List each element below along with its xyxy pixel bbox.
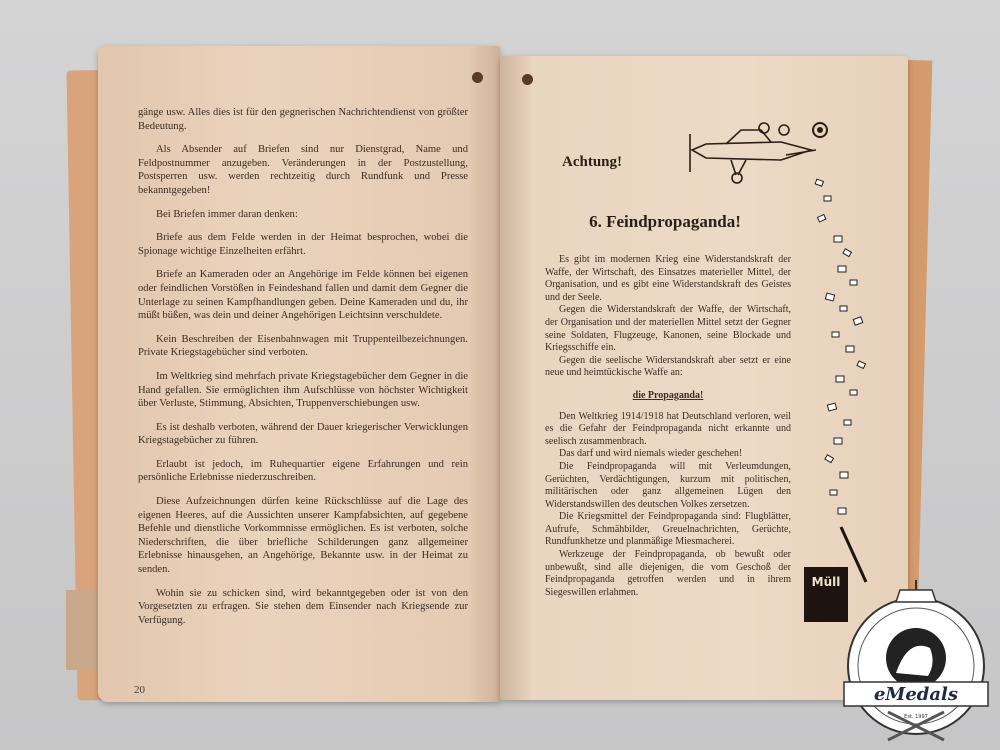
- right-page-text: [545, 254, 791, 599]
- binding-hole: [472, 72, 483, 83]
- paragraph: Kein Beschreiben der Eisenbahnwagen mit Truppenteilbezeichnungen. Private Kriegstagebücher sind verboten.: [138, 333, 468, 359]
- paragraph: Die Feindpropaganda will mit Verleumdungen, Gerüchten, Verdächtigungen, kurzum mit politischen, militärischen oder ganz allgemeinen Lügen den Widerstandswillen des deutschen Volkes zersetzen.: [545, 460, 791, 510]
- paragraph: Gegen die Widerstandskraft der Waffe, der Wirtschaft, der Organisation und der materiellen Mittel setzt der Gegner seine Soldaten, Flugzeuge, Kanonen, seine Blockade und Kriegsschiffe ein.: [545, 304, 791, 354]
- paragraph: Wohin sie zu schicken sind, wird bekanntgegeben oder ist von den Vorgesetzten zu erfragen. Sie stehen dem Einsender nach Kriegsende zur Verfügung.: [138, 587, 468, 626]
- paragraph: Als Absender auf Briefen sind nur Dienstgrad, Name und Feldpostnummer anzugeben. Veränderungen in der Postzustellung, Postsperren usw. werden rechtzeitig durch Rundfunk und Presse bekanntgegeben!: [138, 144, 468, 196]
- paragraph: Es gibt im modernen Krieg eine Widerstandskraft der Waffe, der Wirtschaft, des Einsatzes materieller Mittel, der Organisation, und es gibt eine Widerstandskraft des Geistes und der Seele.: [545, 254, 791, 303]
- paragraph: Das darf und wird niemals wieder geschehen!: [559, 448, 743, 460]
- section-heading: 6. Feindpropaganda!: [589, 212, 741, 231]
- achtung-label: Achtung!: [562, 154, 623, 170]
- paragraph: Gegen die seelische Widerstandskraft aber setzt er eine neue und heimtückische Waffe an:: [545, 354, 791, 379]
- paragraph: Briefe aus dem Felde werden in der Heimat besprochen, wobei die Spionage wichtige Einzelheiten erfährt.: [138, 232, 468, 257]
- page-number: 20: [134, 684, 145, 696]
- paragraph: Es ist deshalb verboten, während der Dauer kriegerischer Verwicklungen Kriegstagebücher zu führen.: [138, 421, 468, 447]
- paragraph: Die Kriegsmittel der Feindpropaganda sind: Flugblätter, Aufrufe, Schmähbilder, Greuelnachrichten, Gerüchte, Rundfunkhetze und planmäßige Miesmacherei.: [545, 511, 791, 548]
- subheading: die Propaganda!: [632, 389, 704, 401]
- paragraph: Erlaubt ist jedoch, im Ruhequartier eigene Erfahrungen und rein persönliche Erlebnisse niederzuschreiben.: [138, 458, 468, 484]
- paragraph: Bei Briefen immer daran denken:: [156, 208, 298, 220]
- logo-est-text: Est. 1997: [904, 714, 928, 720]
- emedals-watermark-logo: [838, 578, 994, 743]
- falling-leaflets-icon: [810, 176, 880, 526]
- paragraph: gänge usw. Alles dies ist für den gegnerischen Nachrichtendienst von größter Bedeutung.: [138, 107, 468, 132]
- trash-label: Müll: [811, 575, 841, 589]
- logo-brand-text: eMedals: [873, 684, 959, 705]
- paragraph: Den Weltkrieg 1914/1918 hat Deutschland verloren, weil es die Gefahr der Feindpropaganda nicht erkannte und seelisch zusammenbrach.: [545, 410, 791, 447]
- paragraph: Briefe an Kameraden oder an Angehörige im Felde können bei eigenen oder feindlichen Vorstößen in Feindeshand fallen und damit dem Gegner die Unterlage zu seinen Kampfhandlungen geben. Deine Kameraden und du, ihr müßt büßen, was dein und deiner Angehörigen Leichtsinn verschuldete.: [138, 269, 468, 322]
- paragraph: Im Weltkrieg sind mehrfach private Kriegstagebücher dem Gegner in die Hand gefallen. Sie ermöglichten ihm Aufschlüsse von höchster Wichtigkeit über Verluste, Stimmung, Absichten, Truppenverschiebungen usw.: [138, 370, 468, 410]
- left-page: [98, 46, 500, 702]
- left-page-column: [134, 106, 468, 696]
- paragraph: Werkzeuge der Feindpropaganda, ob bewußt oder unbewußt, sind alle diejenigen, die vom Geschoß der Feindpropaganda getroffen werden und in ihrem Siegeswillen erlahmen.: [545, 549, 791, 598]
- left-page-text: [138, 106, 468, 637]
- binding-hole: [522, 74, 533, 85]
- paragraph: Diese Aufzeichnungen dürfen keine Rückschlüsse auf die Lage des eigenen Heeres, auf die Aussichten unserer Kampfabsichten, auf gegebene Befehle und dienstliche Vorkommnisse ermöglichen. Es ist verboten, solche Niederschriften, die über briefliche Schilderungen ganz allgemeiner Erlebnisse hinausgehen, an Angehörige, Bekannte usw. in der Heimat zu senden.: [138, 496, 468, 576]
